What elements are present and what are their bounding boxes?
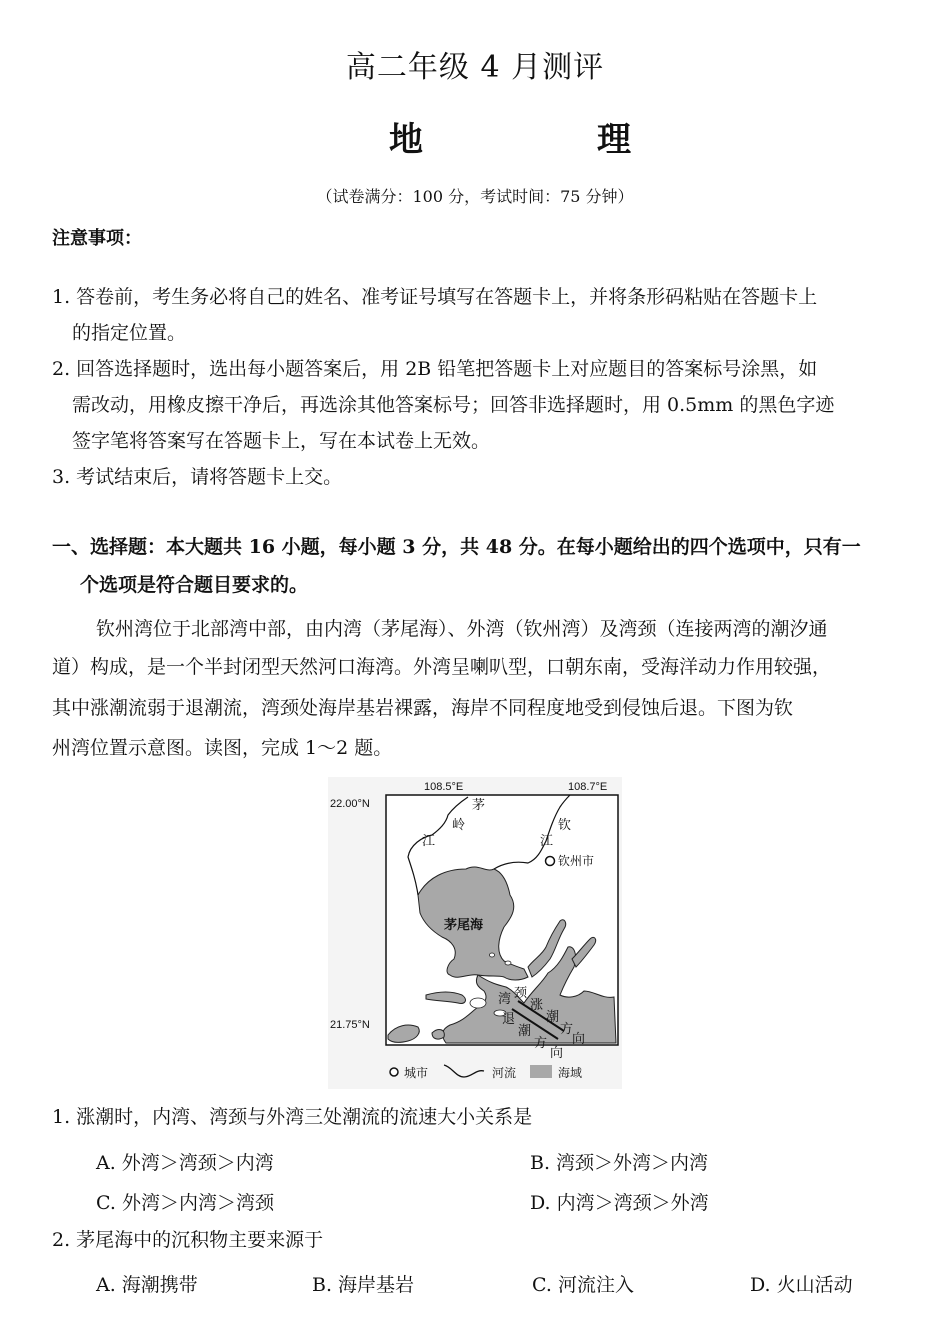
subject-title: 地 理 xyxy=(389,120,701,160)
river-label: 茅 xyxy=(472,797,486,812)
river-label: 江 xyxy=(540,833,554,848)
passage-line: 其中涨潮流弱于退潮流，湾颈处海岸基岩裸露，海岸不同程度地受到侵蚀后退。下图为钦 xyxy=(52,697,794,719)
note-line: 需改动，用橡皮擦干净后，再选涂其他答案标号；回答非选择题时，用 0.5mm 的黑色字迹 xyxy=(72,394,835,416)
legend-river: 河流 xyxy=(492,1066,517,1080)
map-label: 向 xyxy=(572,1031,586,1046)
passage-line: 道）构成，是一个半封闭型天然河口海湾。外湾呈喇叭型，口朝东南，受海洋动力作用较强， xyxy=(52,656,832,678)
lon-left-label: 108.5°E xyxy=(424,781,464,793)
city-label: 钦州市 xyxy=(558,854,595,868)
note-line: 2. 回答选择题时，选出每小题答案后，用 2B 铅笔把答题卡上对应题目的答案标号涂黑，如 xyxy=(52,358,818,380)
map-label: 方 xyxy=(560,1021,574,1036)
lon-right-label: 108.7°E xyxy=(568,781,608,793)
map-label: 向 xyxy=(550,1045,564,1060)
answer-option[interactable]: A. 海潮携带 xyxy=(96,1274,198,1296)
map-label: 涨 xyxy=(530,997,544,1012)
map-label: 方 xyxy=(534,1035,548,1050)
answer-option[interactable]: B. 海岸基岩 xyxy=(312,1274,415,1296)
lat-bottom-label: 21.75°N xyxy=(330,1019,370,1031)
river-label: 江 xyxy=(422,833,436,848)
note-line: 1. 答卷前，考生务必将自己的姓名、准考证号填写在答题卡上，并将条形码粘贴在答题卡上 xyxy=(52,286,818,308)
answer-option[interactable]: D. 内湾＞湾颈＞外湾 xyxy=(530,1192,709,1214)
answer-option[interactable]: C. 河流注入 xyxy=(532,1274,634,1296)
river-label: 岭 xyxy=(452,817,466,832)
exam-title: 高二年级 4 月测评 xyxy=(345,50,605,85)
notes-heading: 注意事项： xyxy=(52,228,142,249)
city-marker xyxy=(546,857,555,866)
answer-option[interactable]: C. 外湾＞内湾＞湾颈 xyxy=(96,1192,274,1214)
section-heading-cont: 个选项是符合题目要求的。 xyxy=(80,574,309,596)
map-label: 退 xyxy=(502,1011,516,1026)
question-stem: 1. 涨潮时，内湾、湾颈与外湾三处潮流的流速大小关系是 xyxy=(52,1106,533,1128)
answer-option[interactable]: A. 外湾＞湾颈＞内湾 xyxy=(96,1152,274,1174)
map-label: 湾 xyxy=(498,991,512,1006)
inner-bay-label: 茅尾海 xyxy=(444,917,484,932)
lat-top-label: 22.00°N xyxy=(330,798,370,810)
legend-city: 城市 xyxy=(404,1066,429,1080)
river-label: 钦 xyxy=(558,817,572,832)
answer-option[interactable]: D. 火山活动 xyxy=(750,1274,853,1296)
answer-option[interactable]: B. 湾颈＞外湾＞内湾 xyxy=(530,1152,709,1174)
map-label: 潮 xyxy=(518,1023,532,1038)
map-label: 潮 xyxy=(546,1009,560,1024)
exam-info: （试卷满分：100 分，考试时间：75 分钟） xyxy=(316,187,634,206)
section-heading: 一、选择题：本大题共 16 小题，每小题 3 分，共 48 分。在每小题给出的四个选项中，只有一 xyxy=(52,536,861,558)
passage-line: 钦州湾位于北部湾中部，由内湾（茅尾海）、外湾（钦州湾）及湾颈（连接两湾的潮汐通 xyxy=(96,618,828,640)
note-line: 3. 考试结束后，请将答题卡上交。 xyxy=(52,466,343,488)
passage-line: 州湾位置示意图。读图，完成 1～2 题。 xyxy=(52,737,393,759)
legend-sea: 海域 xyxy=(558,1066,583,1080)
question-stem: 2. 茅尾海中的沉积物主要来源于 xyxy=(52,1229,324,1251)
note-line: 的指定位置。 xyxy=(72,322,187,344)
qinzhou-bay-map xyxy=(328,777,622,1089)
map-label: 颈 xyxy=(514,985,528,1000)
note-line: 签字笔将答案写在答题卡上，写在本试卷上无效。 xyxy=(72,430,491,452)
